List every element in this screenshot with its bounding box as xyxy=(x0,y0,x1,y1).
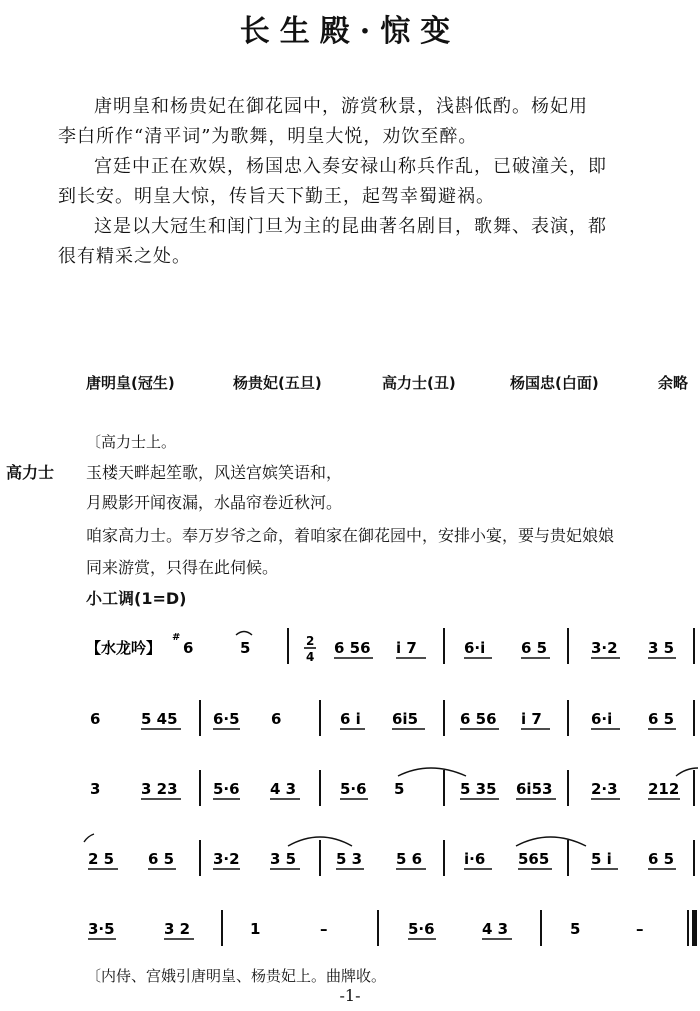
grace-mark: # xyxy=(172,632,181,643)
note-group: 6 56 xyxy=(460,710,497,728)
note-group: 5 xyxy=(570,920,581,938)
final-bar-thick xyxy=(692,910,697,946)
note-group: 3 xyxy=(90,780,101,798)
speaker-name: 高力士 xyxy=(6,463,55,482)
slur-mark xyxy=(516,837,586,846)
note-group: 6i5 xyxy=(392,710,419,728)
note-group: 565 xyxy=(518,850,550,868)
stage-direction: 〔内侍、宫娥引唐明皇、杨贵妃上。曲牌收。 xyxy=(86,967,387,985)
verse-line: 玉楼天畔起笙歌，风送宫嫔笑语和， xyxy=(86,463,343,482)
note-group: – xyxy=(636,920,644,938)
note-group: 3 5 xyxy=(270,850,297,868)
note-group: 6·i xyxy=(591,710,613,728)
note-group: 2·3 xyxy=(591,780,618,798)
note-group: 3·2 xyxy=(591,639,618,657)
note-group: 4 3 xyxy=(270,780,297,798)
note-group: 5 3 xyxy=(336,850,363,868)
note-group: 6 xyxy=(271,710,282,728)
note-group: 5 6 xyxy=(396,850,423,868)
intro-line: 到长安。明皇大惊，传旨天下勤王，起驾幸蜀避祸。 xyxy=(58,186,495,207)
note-group: – xyxy=(320,920,328,938)
intro-line: 宫廷中正在欢娱，杨国忠入奏安禄山称兵作乱，已破潼关，即 xyxy=(94,156,607,177)
tune-name-label: 【水龙吟】 xyxy=(86,639,162,657)
intro-line: 很有精采之处。 xyxy=(58,246,191,267)
key-signature: 小工调(1=D) xyxy=(86,589,187,608)
note-group: 1 xyxy=(250,920,261,938)
note-group: 6·5 xyxy=(213,710,240,728)
speech-line: 咱家高力士。奉万岁爷之命，着咱家在御花园中，安排小宴，要与贵妃娘娘 xyxy=(86,526,615,545)
speech-line: 同来游赏，只得在此伺候。 xyxy=(86,558,279,577)
role-item: 高力士(丑) xyxy=(382,374,456,392)
note-group: i 7 xyxy=(396,639,417,657)
note-group: 212 xyxy=(648,780,680,798)
note-group: 6 i xyxy=(340,710,361,728)
time-sig-top: 2 xyxy=(306,634,315,648)
note-group: 5 45 xyxy=(141,710,178,728)
note-group: i 7 xyxy=(521,710,542,728)
note-group: 3 5 xyxy=(648,639,675,657)
note-group: 6 56 xyxy=(334,639,371,657)
time-sig-bottom: 4 xyxy=(306,650,315,664)
note-group: 6 5 xyxy=(148,850,175,868)
fermata-mark xyxy=(236,632,252,636)
note-group: 3 2 xyxy=(164,920,191,938)
note-group: 5 i xyxy=(591,850,612,868)
note-group: 3·5 xyxy=(88,920,115,938)
note-group: 6·i xyxy=(464,639,486,657)
note-group: 6i53 xyxy=(516,780,553,798)
note-group: 5 xyxy=(394,780,405,798)
page-number: -1- xyxy=(339,986,361,1005)
note-group: i·6 xyxy=(464,850,486,868)
note-group: 6 5 xyxy=(648,710,675,728)
note-group: 6 xyxy=(90,710,101,728)
note-group: 6 5 xyxy=(521,639,548,657)
role-item: 唐明皇(冠生) xyxy=(86,374,175,392)
stage-direction: 〔高力士上。 xyxy=(86,433,177,451)
note-group: 6 xyxy=(183,639,194,657)
note-group: 5·6 xyxy=(213,780,240,798)
note-group: 3 23 xyxy=(141,780,178,798)
note-group: 3·2 xyxy=(213,850,240,868)
page-title: 长生殿·惊变 xyxy=(239,14,461,49)
slur-mark xyxy=(84,834,94,842)
note-group: 6 5 xyxy=(648,850,675,868)
verse-line: 月殿影开闻夜漏，水晶帘卷近秋河。 xyxy=(86,493,343,512)
note-group: 5·6 xyxy=(340,780,367,798)
role-item: 余略 xyxy=(658,374,689,392)
note-group: 5 35 xyxy=(460,780,497,798)
slur-mark xyxy=(398,768,466,776)
note-group: 4 3 xyxy=(482,920,509,938)
role-item: 杨国忠(白面) xyxy=(510,374,599,392)
note-group: 5·6 xyxy=(408,920,435,938)
intro-line: 李白所作“清平词”为歌舞，明皇大悦，劝饮至醉。 xyxy=(58,126,478,147)
role-item: 杨贵妃(五旦) xyxy=(233,374,322,392)
note-group: 5 xyxy=(240,639,251,657)
intro-line: 唐明皇和杨贵妃在御花园中，游赏秋景，浅斟低酌。杨妃用 xyxy=(94,96,588,117)
note-group: 2 5 xyxy=(88,850,115,868)
intro-line: 这是以大冠生和闺门旦为主的昆曲著名剧目，歌舞、表演，都 xyxy=(94,216,607,237)
